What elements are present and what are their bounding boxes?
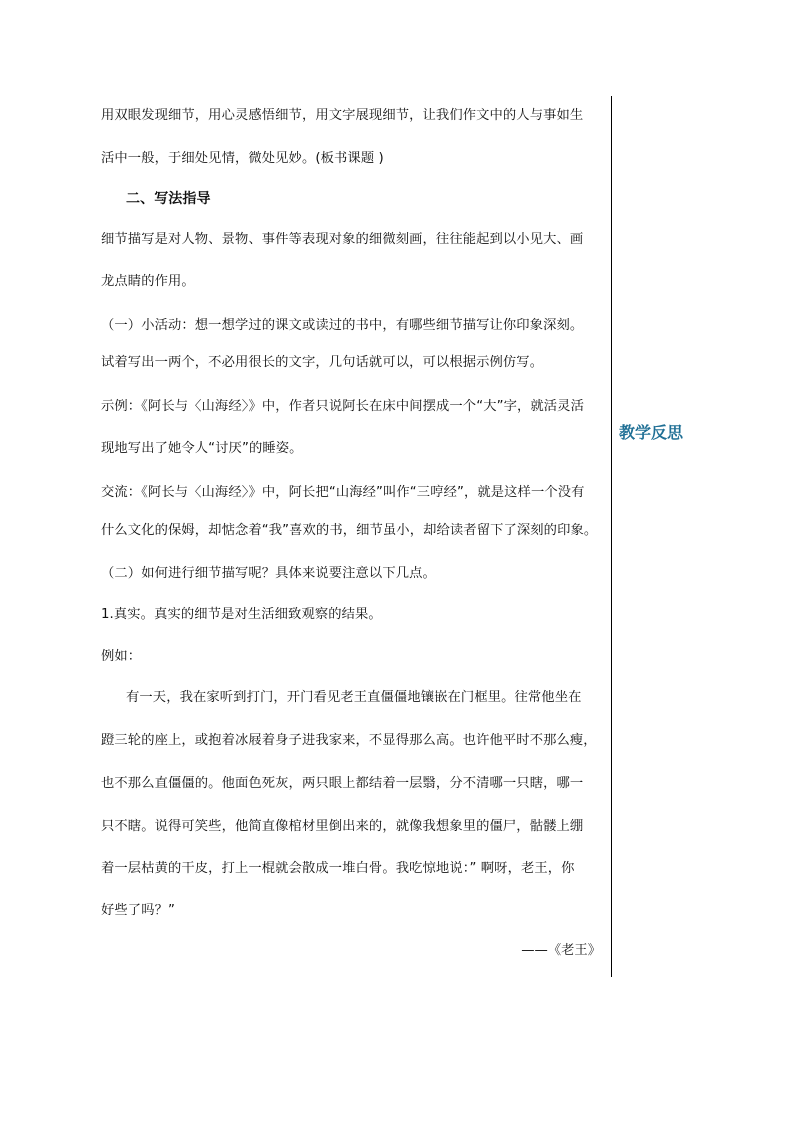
exchange-line-1: 交流：《阿长与〈山海经〉》中，阿长把“山海经”叫作“三哼经”，就是这样一个没有 — [101, 485, 585, 500]
intro-line-2: 活中一般，于细处见情，微处见妙。(板书课题 ) — [101, 151, 384, 166]
section-heading-writing-guide: 二、写法指导 — [126, 191, 211, 207]
definition-line-2: 龙点睛的作用。 — [101, 274, 195, 289]
activity1-line-1: （一）小活动：想一想学过的课文或读过的书中，有哪些细节描写让你印象深刻。 — [101, 318, 584, 333]
example-label: 例如： — [101, 649, 142, 664]
intro-line-1: 用双眼发现细节，用心灵感悟细节，用文字展现细节，让我们作文中的人与事如生 — [101, 108, 584, 123]
activity1-line-2: 试着写出一两个，不必用很长的文字，几句话就可以，可以根据示例仿写。 — [101, 355, 544, 370]
example1-line-1: 示例：《阿长与〈山海经〉》中，作者只说阿长在床中间摆成一个“大”字，就活灵活 — [101, 399, 584, 414]
definition-line-1: 细节描写是对人物、景物、事件等表现对象的细微刻画，往往能起到以小见大、画 — [101, 232, 584, 247]
excerpt-line-2: 蹬三轮的座上，或抱着冰屐着身子进我家来，不显得那么高。也许他平时不那么瘦， — [101, 733, 597, 748]
column-divider — [611, 96, 612, 977]
excerpt-line-1: 有一天，我在家听到打门，开门看见老王直僵僵地镶嵌在门框里。往常他坐在 — [126, 690, 582, 705]
activity2-line: （二）如何进行细节描写呢？具体来说要注意以下几点。 — [101, 566, 436, 581]
excerpt-line-5: 着一层枯黄的干皮，打上一棍就会散成一堆白骨。我吃惊地说：” 啊呀，老王，你 — [101, 861, 575, 876]
sidebar-title: 教学反思 — [619, 423, 684, 442]
excerpt-line-6: 好些了吗？” — [101, 903, 175, 918]
excerpt-line-3: 也不那么直僵僵的。他面色死灰，两只眼上都结着一层翳，分不清哪一只瞎，哪一 — [101, 776, 584, 791]
example1-line-2: 现地写出了她令人“讨厌”的睡姿。 — [101, 441, 303, 456]
excerpt-line-4: 只不瞎。说得可笑些，他简直像棺材里倒出来的，就像我想象里的僵尸，骷髅上绷 — [101, 819, 584, 834]
excerpt-source: ——《老王》 — [521, 943, 601, 958]
exchange-line-2: 什么文化的保姆，却惦念着“我”喜欢的书，细节虽小，却给读者留下了深刻的印象。 — [101, 523, 598, 538]
point1-line: 1.真实。真实的细节是对生活细致观察的结果。 — [101, 607, 382, 622]
